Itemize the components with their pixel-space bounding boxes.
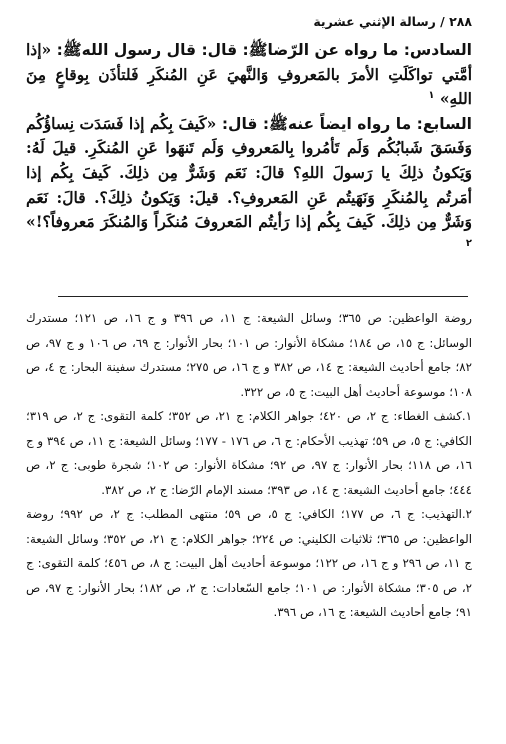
paragraph-sixth-narration: [26, 38, 472, 112]
paragraph-seventh-narration: [26, 112, 472, 260]
footnote-marker: ٢: [465, 237, 472, 249]
footnote-marker: ١: [428, 90, 435, 102]
running-header: ٢٨٨ / رسالة الإثني عشرية: [313, 14, 472, 29]
footnote-divider: [58, 296, 468, 297]
hadith-quote: «إذا أمَّتي تواكَلَتِ الأمرَ بالمَعروفِ وَالنَّهيَ عَنِ المُنكَرِ فَلتأذَن بِوقاعٍ مِنَ اللهِ»: [26, 40, 472, 109]
footnote-2: ٢.التهذيب: ج ٦، ص ١٧٧؛ الكافي: ج ٥، ص ٥٩؛ منتهى المطلب: ج ٢، ص ٩٩٢؛ روضة الواعظين: ص ٣٦٥؛ ثلاثيات الكليني: ص ٢٢٤؛ جواهر الكلام: ج ٢١، ص ٣٥٢؛ وسائل الشيعة: ج ١١، ص ٢٩٦ و ج ١٦، ص ١٢٢؛ موسوعة أحاديث أهل البيت: ج ٨، ص ٤٥٦؛ كلمة التقوى: ج ٢، ص ٣٠٥؛ مشكاة الأنوار: ص ١٠١؛ جامع السّعادات: ج ٢، ص ١٨٢؛ بحار الأنوار: ج ٩٧، ص ٩١؛ جامع أحاديث الشيعة: ج ١٦، ص ٣٩٦.: [26, 507, 472, 619]
footnote-continuation: روضة الواعظين: ص ٣٦٥؛ وسائل الشيعة: ج ١١، ص ٣٩٦ و ج ١٦، ص ١٢١؛ مستدرك الوسائل: ج ١٥، ص ١٨٤؛ مشكاة الأنوار: ص ١٠١؛ بحار الأنوار: ج ٦٩، ص ١٠٦ و ج ٩٧، ص ٨٢؛ جامع أحاديث الشيعة: ج ١٤، ص ٣٨٢ و ج ١٦، ص ٢٧٥؛ مستدرك سفينة البحار: ج ٤، ص ١٠٨؛ موسوعة أحاديث أهل البيت: ج ٥، ص ٣٢٢.: [26, 311, 472, 399]
narration-intro: السادس: ما رواه عن الرّضاﷺ: قال: قال رسول اللهﷺ:: [56, 41, 472, 59]
hadith-quote: «كَيفَ بِكُم إذا فَسَدَت نِساؤُكُم وَفَسَقَ شَبابُكُم وَلَم تَأمُروا بِالمَعروفِ وَلَم تَنهَوا عَنِ المُنكَرِ. قيلَ لَهُ: وَيَكونُ ذلِكَ يا رَسولَ اللهِ؟ قالَ: نَعَم وَشَرٌّ مِن ذلِكَ. كَيفَ بِكُم إذا أمَرتُم بِالمُنكَرِ وَنَهَيتُم عَنِ المَعروفِ؟. قيلَ: وَيَكونُ ذلِكَ؟. قالَ: نَعَم وَشَرٌّ مِن ذلِكَ. كَيفَ بِكُم إذا رَأيتُم المَعروفَ مُنكَراً وَالمُنكَرَ مَعروفاً؟!»: [26, 113, 472, 232]
main-text: [26, 38, 472, 259]
narration-intro: السابع: ما رواه ايضاً عنهﷺ: قال:: [221, 114, 472, 133]
footnote-1: ١.كشف الغطاء: ج ٢، ص ٤٢٠؛ جواهر الكلام: ج ٢١، ص ٣٥٢؛ كلمة التقوى: ج ٢، ص ٣١٩؛ الكافي: ج ٥، ص ٥٩؛ تهذيب الأحكام: ج ٦، ص ١٧٦ - ١٧٧؛ وسائل الشيعة: ج ١١، ص ٣٩٤ و ج ١٦، ص ١١٨؛ بحار الأنوار: ج ٩٧، ص ٩٢؛ مشكاة الأنوار: ص ١٠٢؛ شجرة طوبى: ج ٢، ص ٤٤٤؛ جامع أحاديث الشيعة: ج ١٤، ص ٣٩٣؛ مسند الإمام الرّضا: ج ٢، ص ٣٨٢.: [26, 409, 472, 497]
footnotes: [26, 306, 472, 625]
